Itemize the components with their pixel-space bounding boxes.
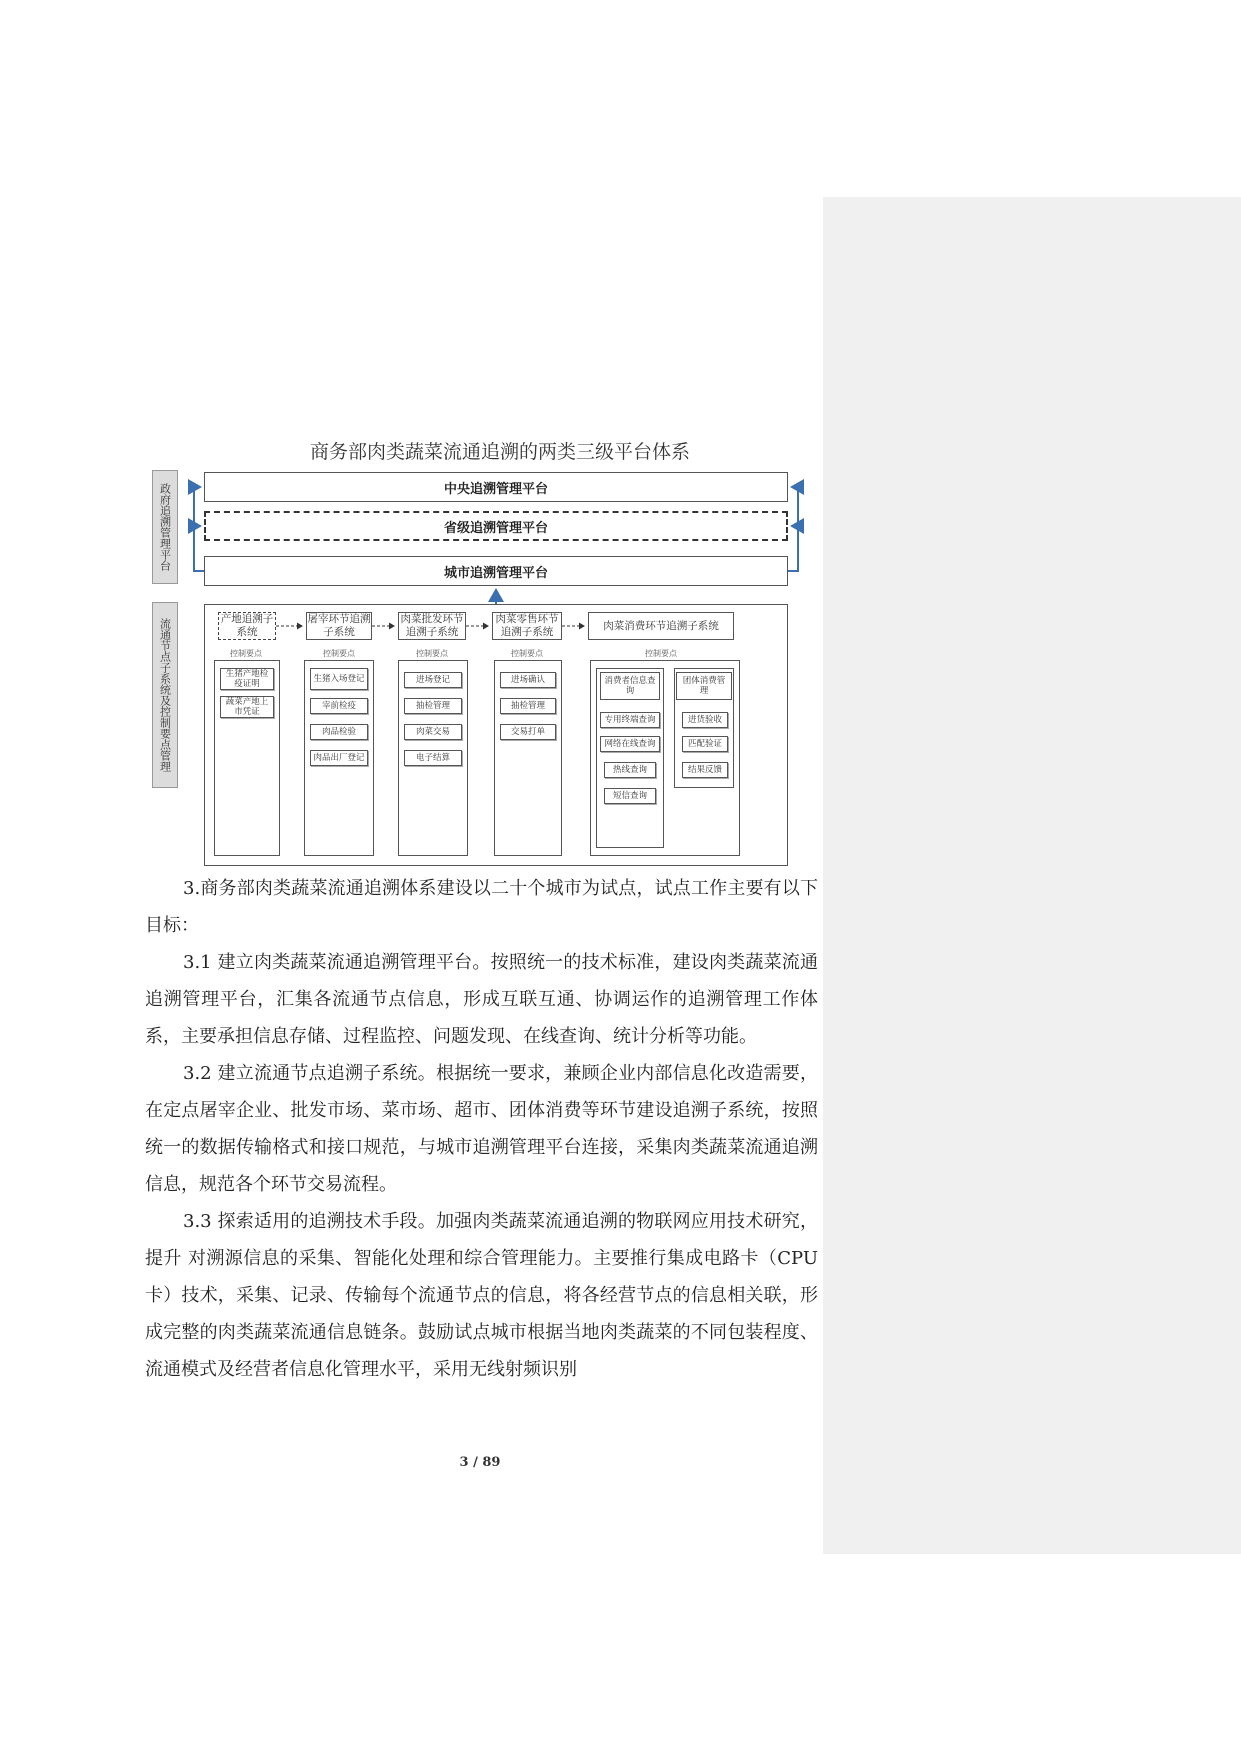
consumption-subsystem: 肉菜消费环节追溯子系统 (588, 612, 734, 640)
control-item: 宰前检疫 (310, 698, 368, 714)
control-points-label: 控制要点 (323, 649, 355, 658)
control-item: 蔬菜产地上市凭证 (220, 696, 274, 718)
control-item: 肉品检验 (310, 724, 368, 740)
paragraph: 3.2 建立流通节点追溯子系统。根据统一要求，兼顾企业内部信息化改造需要，在定点屠宰企业、批发市场、菜市场、超市、团体消费等环节建设追溯子系统，按照统一的数据传输格式和接口规范，与城市追溯管理平台连接，采集肉类蔬菜流通追溯信息，规范各个环节交易流程。 (145, 1063, 818, 1195)
control-item: 网络在线查询 (600, 736, 660, 752)
figure-title: 商务部肉类蔬菜流通追溯的两类三级平台体系 (309, 441, 690, 463)
provincial-platform: 省级追溯管理平台 (204, 511, 788, 541)
traceability-diagram (150, 468, 800, 868)
control-item: 电子结算 (404, 750, 462, 766)
diagram-arrows (150, 468, 800, 868)
control-item: 抽检管理 (500, 698, 556, 714)
control-item: 匹配验证 (682, 736, 728, 752)
wholesale-subsystem: 肉菜批发环节追溯子系统 (398, 612, 466, 640)
control-item: 热线查询 (604, 762, 656, 778)
control-item: 交易打单 (500, 724, 556, 740)
city-platform: 城市追溯管理平台 (204, 556, 788, 586)
control-item: 专用终端查询 (600, 712, 660, 728)
consumer-info-head: 消费者信息查询 (600, 672, 660, 700)
control-item: 进场确认 (500, 672, 556, 688)
retail-subsystem: 肉菜零售环节追溯子系统 (492, 612, 562, 640)
control-item: 短信查询 (604, 788, 656, 804)
control-item: 生猪入场登记 (310, 668, 368, 690)
control-points-label: 控制要点 (645, 649, 677, 658)
body-text (145, 870, 818, 1388)
control-item: 结果反馈 (682, 762, 728, 778)
control-item: 肉菜交易 (404, 724, 462, 740)
control-item: 进场登记 (404, 672, 462, 688)
control-item: 抽检管理 (404, 698, 462, 714)
control-points-label: 控制要点 (230, 649, 262, 658)
control-item: 进货验收 (682, 712, 728, 728)
comment-margin-panel (823, 197, 1241, 1554)
gov-platform-side-label: 政府追溯管理平台 (152, 470, 178, 584)
central-platform: 中央追溯管理平台 (204, 472, 788, 502)
control-item: 生猪产地检疫证明 (220, 668, 274, 690)
control-points-label: 控制要点 (416, 649, 448, 658)
node-subsystem-side-label: 流通节点子系统及控制要点管理 (152, 602, 178, 788)
slaughter-subsystem: 屠宰环节追溯子系统 (307, 613, 371, 638)
paragraph: 3.1 建立肉类蔬菜流通追溯管理平台。按照统一的技术标准，建设肉类蔬菜流通追溯管理平台，汇集各流通节点信息，形成互联互通、协调运作的追溯管理工作体系，主要承担信息存储、过程监控、问题发现、在线查询、统计分析等功能。 (145, 952, 818, 1047)
paragraph: 3.商务部肉类蔬菜流通追溯体系建设以二十个城市为试点，试点工作主要有以下目标： (145, 878, 818, 936)
group-consumption-head: 团体消费管理 (676, 672, 732, 700)
paragraph: 3.3 探索适用的追溯技术手段。加强肉类蔬菜流通追溯的物联网应用技术研究，提升 对溯源信息的采集、智能化处理和综合管理能力。主要推行集成电路卡（CPU卡）技术，采集、记录、传输每个流通节点的信息，将各经营节点的信息相关联，形成完整的肉类蔬菜流通信息链条。鼓励试点城市根据当地肉类蔬菜的不同包装程度、流通模式及经营者信息化管理水平，采用无线射频识别 (145, 1211, 818, 1380)
control-item: 肉品出厂登记 (310, 750, 368, 766)
page-number: 3 / 89 (459, 1455, 501, 1470)
origin-subsystem: 产地追溯子系统 (218, 612, 276, 640)
control-points-label: 控制要点 (511, 649, 543, 658)
